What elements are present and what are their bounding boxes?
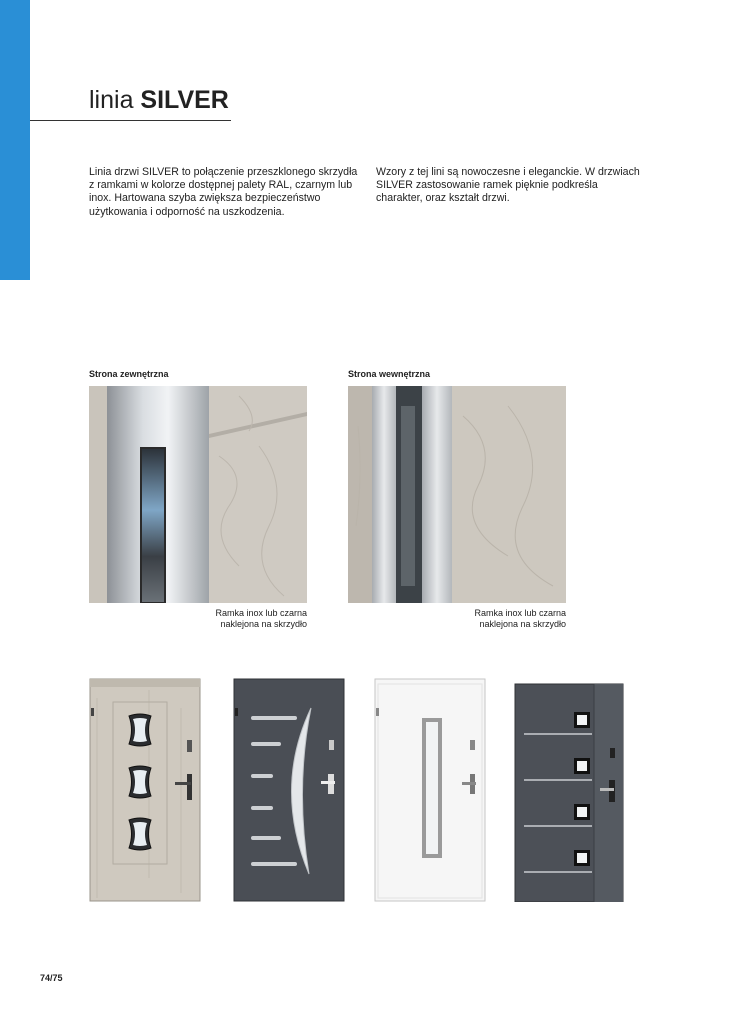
exterior-detail-photo xyxy=(89,386,307,603)
exterior-photo-caption: Ramka inox lub czarna naklejona na skrzydło xyxy=(215,608,307,629)
interior-side-label: Strona wewnętrzna xyxy=(348,369,431,379)
accent-side-bar xyxy=(0,0,30,280)
intro-paragraph-right: Wzory z tej lini są nowoczesne i eleganckie. W drzwiach SILVER zastosowanie ramek pięknie podkreśla charakter, oraz kształt drzwi. xyxy=(376,166,640,205)
exterior-side-label: Strona zewnętrzna xyxy=(89,369,169,379)
door-model-white xyxy=(374,678,486,907)
door-model-anthracite-crescent xyxy=(233,678,345,907)
page-number: 74/75 xyxy=(40,973,63,983)
door-model-light-oak xyxy=(89,678,201,907)
intro-paragraph-left: Linia drzwi SILVER to połączenie przeszklonego skrzydła z ramkami w kolorze dostępnej palety RAL, czarnym lub inox. Hartowana szyba zwiększa bezpieczeństwo użytkowania i odporność na uszkodzenia. xyxy=(89,166,358,218)
page-title: linia SILVER xyxy=(89,86,229,114)
door-model-anthracite-squares xyxy=(514,678,626,907)
title-underline xyxy=(30,120,231,121)
interior-photo-caption: Ramka inox lub czarna naklejona na skrzydło xyxy=(474,608,566,629)
interior-detail-photo xyxy=(348,386,566,603)
